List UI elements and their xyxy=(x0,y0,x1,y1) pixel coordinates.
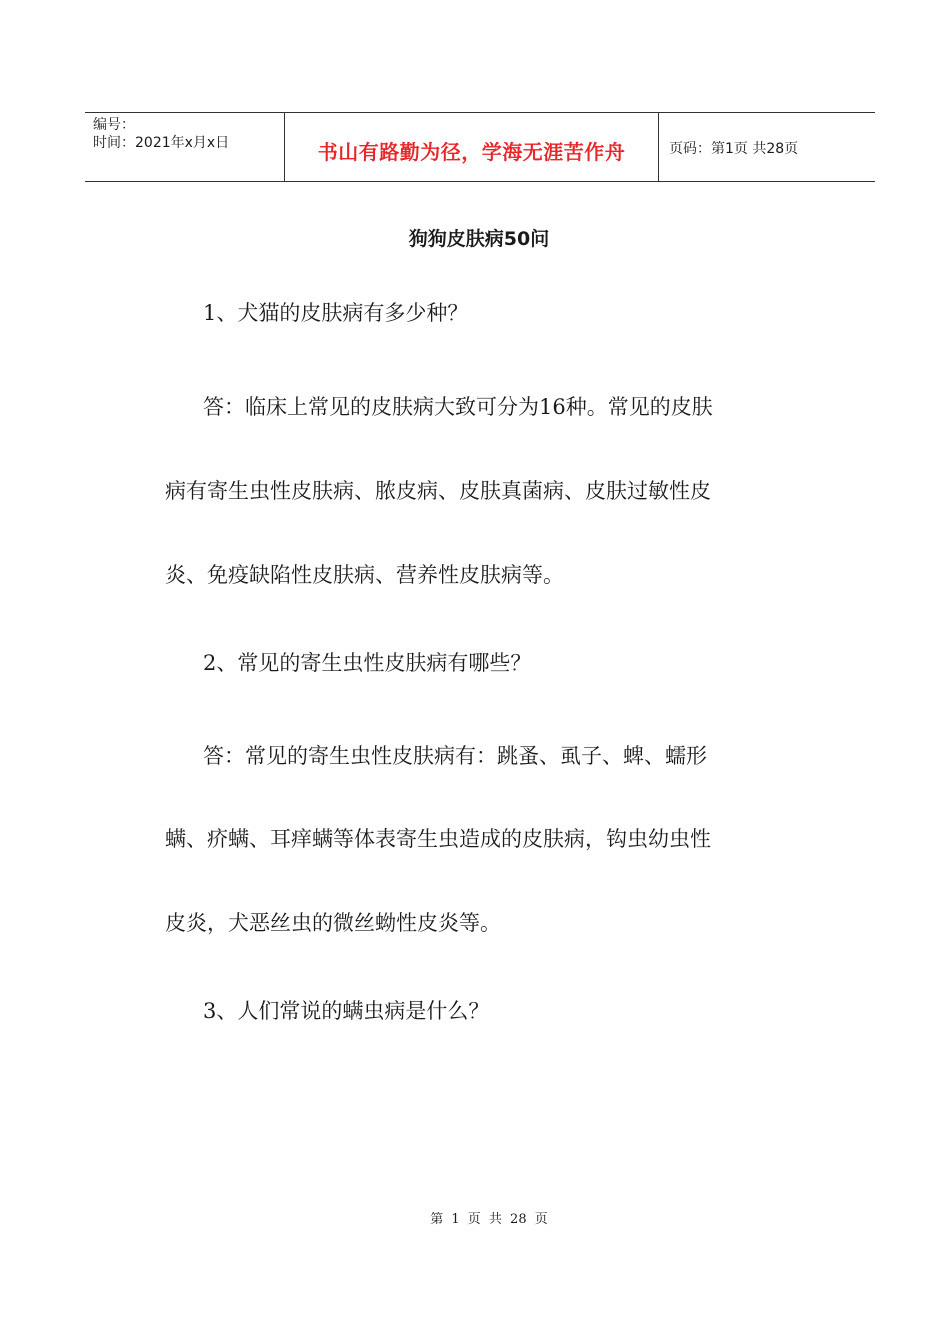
answer-1-line-2: 病有寄生虫性皮肤病、脓皮病、皮肤真菌病、皮肤过敏性皮 xyxy=(165,479,711,503)
header-motto-cell xyxy=(285,113,659,181)
number-label: 编号： xyxy=(93,117,135,133)
answer-2-line-2: 螨、疥螨、耳痒螨等体表寄生虫造成的皮肤病，钩虫幼虫性 xyxy=(165,827,711,851)
header-table xyxy=(85,112,875,182)
answer-2-line-3: 皮炎，犬恶丝虫的微丝蚴性皮炎等。 xyxy=(165,911,501,935)
header-meta-cell xyxy=(85,113,285,181)
document-title: 狗狗皮肤病50问 xyxy=(408,228,550,250)
page-info: 页码：第1页 共28页 xyxy=(669,141,799,157)
time-label: 时间：2021年x月x日 xyxy=(93,135,230,151)
question-3: 3、人们常说的螨虫病是什么？ xyxy=(203,999,490,1023)
page-footer: 第 1 页 共 28 页 xyxy=(430,1212,548,1227)
answer-1-line-3: 炎、免疫缺陷性皮肤病、营养性皮肤病等。 xyxy=(165,563,564,587)
header-page-cell xyxy=(659,113,875,181)
question-1: 1、犬猫的皮肤病有多少种？ xyxy=(203,301,469,325)
motto: 书山有路勤为径，学海无涯苦作舟 xyxy=(317,139,626,164)
answer-2-line-1: 答：常见的寄生虫性皮肤病有：跳蚤、虱子、蜱、蠕形 xyxy=(203,744,707,768)
answer-1-line-1: 答：临床上常见的皮肤病大致可分为16种。常见的皮肤 xyxy=(203,395,713,419)
question-2: 2、常见的寄生虫性皮肤病有哪些？ xyxy=(203,651,532,675)
